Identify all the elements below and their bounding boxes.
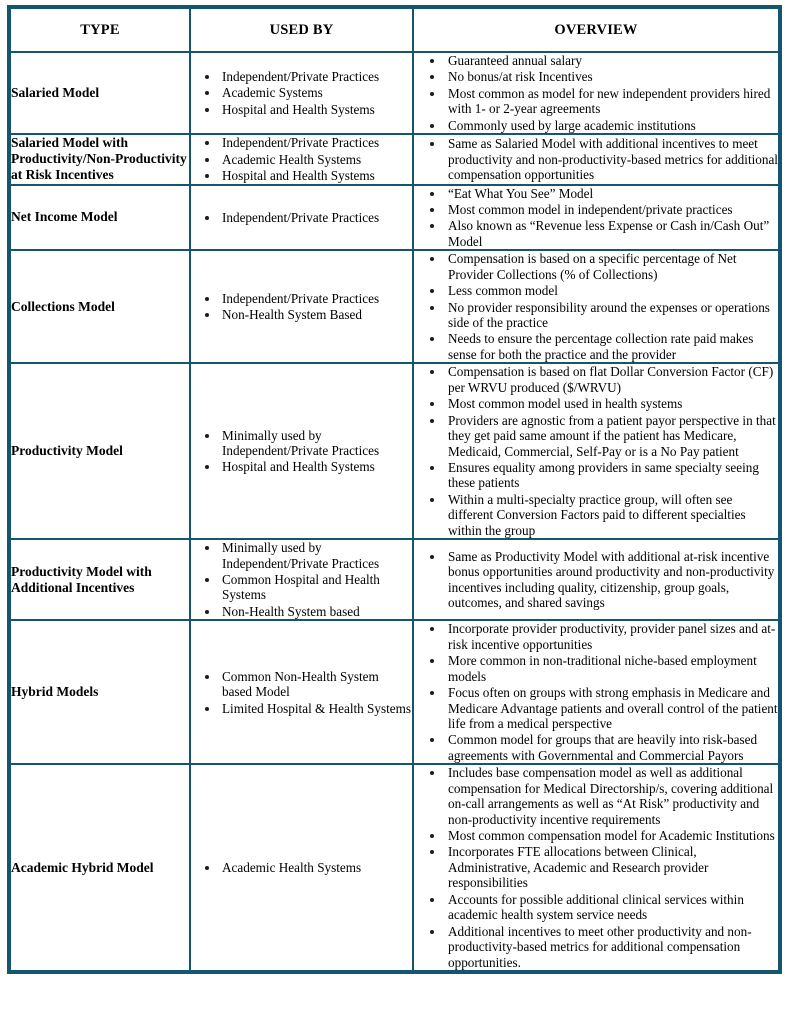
overview-item: Needs to ensure the percentage collection rate paid makes sense for both the practice and the provider [414,331,778,362]
used-by-item: Limited Hospital & Health Systems [191,701,412,716]
used-by-cell [190,250,413,363]
overview-list [414,364,778,538]
model-type-cell: Productivity Model with Additional Incentives [9,539,190,620]
used-by-item: Independent/Private Practices [191,291,412,306]
table-header [9,7,780,52]
overview-item: Most common model used in health systems [414,396,778,411]
table-row [9,52,780,134]
overview-item: Same as Productivity Model with additional at-risk incentive bonus opportunities around productivity and non-productivity incentives including quality, citizenship, group goals, outcomes, and shared savings [414,549,778,611]
overview-item: Focus often on groups with strong emphasis in Medicare and Medicare Advantage patients and overall control of the patient life from a medical perspective [414,685,778,731]
used-by-item: Academic Health Systems [191,152,412,167]
used-by-cell [190,539,413,620]
overview-cell [413,134,780,184]
overview-item: Same as Salaried Model with additional incentives to meet productivity and non-productivity-based metrics for additional compensation opportunities [414,136,778,182]
model-type-cell: Net Income Model [9,185,190,251]
used-by-list [191,69,412,117]
column-header-type: TYPE [9,7,190,52]
model-type-cell: Hybrid Models [9,620,190,764]
overview-cell [413,764,780,972]
used-by-cell [190,134,413,184]
used-by-cell [190,185,413,251]
overview-item: Most common model in independent/private practices [414,202,778,217]
used-by-list [191,860,412,875]
used-by-item: Minimally used by Independent/Private Practices [191,540,412,571]
used-by-item: Non-Health System Based [191,307,412,322]
model-type-cell: Salaried Model [9,52,190,134]
used-by-list [191,669,412,716]
used-by-item: Hospital and Health Systems [191,168,412,183]
used-by-item: Minimally used by Independent/Private Practices [191,428,412,459]
used-by-item: Hospital and Health Systems [191,102,412,117]
overview-item: Most common as model for new independent providers hired with 1- or 2-year agreements [414,86,778,117]
used-by-cell [190,764,413,972]
overview-cell [413,52,780,134]
used-by-list [191,291,412,323]
overview-list [414,549,778,611]
used-by-cell [190,52,413,134]
overview-item: Compensation is based on flat Dollar Conversion Factor (CF) per WRVU produced ($/WRVU) [414,364,778,395]
used-by-item: Hospital and Health Systems [191,459,412,474]
overview-item: Compensation is based on a specific percentage of Net Provider Collections (% of Collections) [414,251,778,282]
used-by-item: Academic Systems [191,85,412,100]
overview-item: Accounts for possible additional clinical services within academic health system service needs [414,892,778,923]
used-by-list [191,135,412,183]
overview-item: Ensures equality among providers in same specialty seeing these patients [414,460,778,491]
used-by-cell [190,363,413,539]
used-by-list [191,540,412,619]
overview-list [414,136,778,182]
table-row [9,185,780,251]
header-row [9,7,780,52]
overview-item: Incorporate provider productivity, provider panel sizes and at-risk incentive opportunities [414,621,778,652]
overview-item: “Eat What You See” Model [414,186,778,201]
overview-item: Within a multi-specialty practice group, will often see different Conversion Factors paid to different specialties within the group [414,492,778,538]
overview-list [414,765,778,970]
table-body [9,52,780,972]
table-row [9,134,780,184]
used-by-item: Common Hospital and Health Systems [191,572,412,603]
overview-item: Incorporates FTE allocations between Clinical, Administrative, Academic and Research provider responsibilities [414,844,778,890]
used-by-list [191,210,412,225]
used-by-list [191,428,412,475]
overview-cell [413,250,780,363]
overview-list [414,621,778,763]
used-by-item: Common Non-Health System based Model [191,669,412,700]
overview-list [414,186,778,250]
used-by-cell [190,620,413,764]
overview-cell [413,185,780,251]
used-by-item: Independent/Private Practices [191,210,412,225]
overview-item: Commonly used by large academic institutions [414,118,778,133]
used-by-item: Non-Health System based [191,604,412,619]
table-row [9,250,780,363]
table-row [9,764,780,972]
table-row [9,363,780,539]
overview-cell [413,363,780,539]
overview-item: No bonus/at risk Incentives [414,69,778,84]
overview-item: Also known as “Revenue less Expense or Cash in/Cash Out” Model [414,218,778,249]
overview-item: Includes base compensation model as well as additional compensation for Medical Directorship/s, covering additional on-call arrangements as well as “At Risk” productivity and non-productivity incentive requirements [414,765,778,827]
table-row [9,539,780,620]
column-header-used-by: USED BY [190,7,413,52]
table-row [9,620,780,764]
overview-list [414,251,778,362]
column-header-overview: OVERVIEW [413,7,780,52]
model-type-cell: Academic Hybrid Model [9,764,190,972]
model-type-cell: Collections Model [9,250,190,363]
compensation-models-table [7,5,782,974]
overview-item: No provider responsibility around the expenses or operations side of the practice [414,300,778,331]
overview-list [414,53,778,133]
used-by-item: Academic Health Systems [191,860,412,875]
used-by-item: Independent/Private Practices [191,135,412,150]
used-by-item: Independent/Private Practices [191,69,412,84]
overview-item: Providers are agnostic from a patient payor perspective in that they get paid same amount if the patient has Medicare, Medicaid, Commercial, Self-Pay or is a No Pay patient [414,413,778,459]
overview-item: Additional incentives to meet other productivity and non-productivity-based metrics for additional compensation opportunities. [414,924,778,970]
overview-item: Common model for groups that are heavily into risk-based agreements with Governmental and Commercial Payors [414,732,778,763]
overview-item: More common in non-traditional niche-based employment models [414,653,778,684]
model-type-cell: Salaried Model with Productivity/Non-Productivity at Risk Incentives [9,134,190,184]
overview-item: Less common model [414,283,778,298]
overview-cell [413,539,780,620]
overview-cell [413,620,780,764]
model-type-cell: Productivity Model [9,363,190,539]
overview-item: Guaranteed annual salary [414,53,778,68]
overview-item: Most common compensation model for Academic Institutions [414,828,778,843]
